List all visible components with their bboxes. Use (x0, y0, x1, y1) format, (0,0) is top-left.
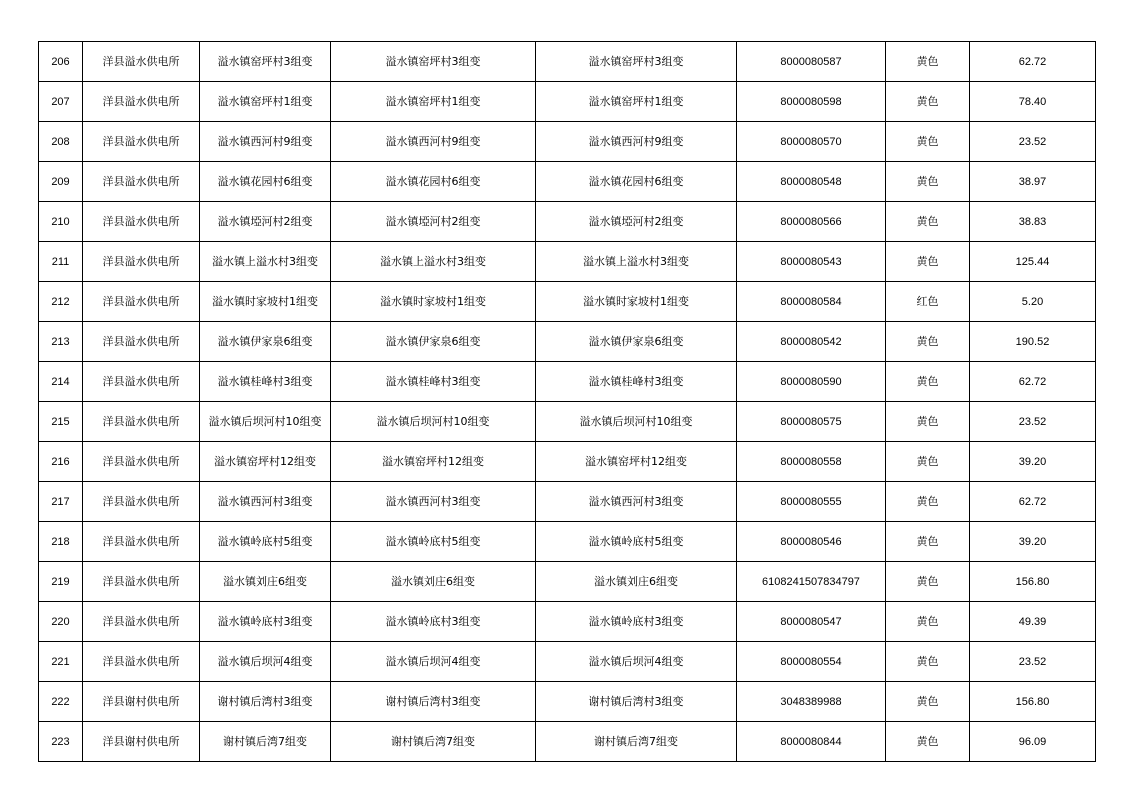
table-row (39, 682, 1096, 722)
supply-station-cell: 洋县溢水供电所 (83, 162, 200, 202)
area-name-cell: 溢水镇岭底村3组变 (536, 602, 737, 642)
value-cell: 62.72 (970, 362, 1096, 402)
table-body (39, 42, 1096, 762)
supply-station-cell: 洋县溢水供电所 (83, 442, 200, 482)
line-name-cell: 溢水镇后坝河4组变 (331, 642, 536, 682)
table-row (39, 442, 1096, 482)
line-name-cell: 谢村镇后湾村3组变 (331, 682, 536, 722)
transformer-name-cell: 溢水镇西河村9组变 (200, 122, 331, 162)
area-name-cell: 溢水镇埡河村2组变 (536, 202, 737, 242)
value-cell: 156.80 (970, 562, 1096, 602)
asset-code-cell: 8000080554 (737, 642, 886, 682)
warning-level-cell: 黄色 (886, 362, 970, 402)
line-name-cell: 溢水镇岭底村5组变 (331, 522, 536, 562)
line-name-cell: 溢水镇窑坪村1组变 (331, 82, 536, 122)
value-cell: 156.80 (970, 682, 1096, 722)
asset-code-cell: 8000080575 (737, 402, 886, 442)
row-number-cell: 213 (39, 322, 83, 362)
transformer-name-cell: 溢水镇桂峰村3组变 (200, 362, 331, 402)
table-row (39, 42, 1096, 82)
line-name-cell: 溢水镇花园村6组变 (331, 162, 536, 202)
table-row (39, 402, 1096, 442)
line-name-cell: 溢水镇刘庄6组变 (331, 562, 536, 602)
value-cell: 49.39 (970, 602, 1096, 642)
warning-level-cell: 黄色 (886, 682, 970, 722)
asset-code-cell: 8000080590 (737, 362, 886, 402)
asset-code-cell: 8000080598 (737, 82, 886, 122)
value-cell: 38.97 (970, 162, 1096, 202)
supply-station-cell: 洋县溢水供电所 (83, 82, 200, 122)
transformer-name-cell: 溢水镇窑坪村1组变 (200, 82, 331, 122)
table-row (39, 522, 1096, 562)
area-name-cell: 溢水镇花园村6组变 (536, 162, 737, 202)
table-row (39, 362, 1096, 402)
area-name-cell: 溢水镇时家坡村1组变 (536, 282, 737, 322)
warning-level-cell: 红色 (886, 282, 970, 322)
table-row (39, 202, 1096, 242)
warning-level-cell: 黄色 (886, 122, 970, 162)
asset-code-cell: 8000080542 (737, 322, 886, 362)
asset-code-cell: 8000080558 (737, 442, 886, 482)
area-name-cell: 谢村镇后湾村3组变 (536, 682, 737, 722)
value-cell: 38.83 (970, 202, 1096, 242)
warning-level-cell: 黄色 (886, 42, 970, 82)
transformer-name-cell: 溢水镇窑坪村3组变 (200, 42, 331, 82)
asset-code-cell: 8000080587 (737, 42, 886, 82)
row-number-cell: 218 (39, 522, 83, 562)
line-name-cell: 溢水镇西河村3组变 (331, 482, 536, 522)
table-row (39, 282, 1096, 322)
warning-level-cell: 黄色 (886, 522, 970, 562)
line-name-cell: 溢水镇伊家泉6组变 (331, 322, 536, 362)
transformer-name-cell: 溢水镇埡河村2组变 (200, 202, 331, 242)
asset-code-cell: 8000080546 (737, 522, 886, 562)
line-name-cell: 溢水镇桂峰村3组变 (331, 362, 536, 402)
row-number-cell: 216 (39, 442, 83, 482)
row-number-cell: 207 (39, 82, 83, 122)
warning-level-cell: 黄色 (886, 402, 970, 442)
area-name-cell: 溢水镇桂峰村3组变 (536, 362, 737, 402)
line-name-cell: 溢水镇上溢水村3组变 (331, 242, 536, 282)
transformer-name-cell: 溢水镇窑坪村12组变 (200, 442, 331, 482)
row-number-cell: 222 (39, 682, 83, 722)
transformer-name-cell: 溢水镇西河村3组变 (200, 482, 331, 522)
value-cell: 23.52 (970, 642, 1096, 682)
row-number-cell: 210 (39, 202, 83, 242)
warning-level-cell: 黄色 (886, 642, 970, 682)
value-cell: 62.72 (970, 482, 1096, 522)
supply-station-cell: 洋县谢村供电所 (83, 722, 200, 762)
transformer-name-cell: 谢村镇后湾7组变 (200, 722, 331, 762)
area-name-cell: 溢水镇西河村3组变 (536, 482, 737, 522)
warning-level-cell: 黄色 (886, 722, 970, 762)
line-name-cell: 谢村镇后湾7组变 (331, 722, 536, 762)
supply-station-cell: 洋县溢水供电所 (83, 322, 200, 362)
row-number-cell: 215 (39, 402, 83, 442)
supply-station-cell: 洋县溢水供电所 (83, 42, 200, 82)
warning-level-cell: 黄色 (886, 242, 970, 282)
warning-level-cell: 黄色 (886, 442, 970, 482)
value-cell: 23.52 (970, 122, 1096, 162)
transformer-name-cell: 溢水镇岭底村3组变 (200, 602, 331, 642)
warning-level-cell: 黄色 (886, 562, 970, 602)
transformer-name-cell: 溢水镇花园村6组变 (200, 162, 331, 202)
area-name-cell: 溢水镇岭底村5组变 (536, 522, 737, 562)
row-number-cell: 208 (39, 122, 83, 162)
line-name-cell: 溢水镇埡河村2组变 (331, 202, 536, 242)
supply-station-cell: 洋县溢水供电所 (83, 242, 200, 282)
asset-code-cell: 8000080555 (737, 482, 886, 522)
asset-code-cell: 8000080548 (737, 162, 886, 202)
transformer-name-cell: 溢水镇时家坡村1组变 (200, 282, 331, 322)
table-row (39, 722, 1096, 762)
warning-level-cell: 黄色 (886, 602, 970, 642)
transformer-name-cell: 溢水镇伊家泉6组变 (200, 322, 331, 362)
asset-code-cell: 6108241507834797 (737, 562, 886, 602)
row-number-cell: 219 (39, 562, 83, 602)
supply-station-cell: 洋县溢水供电所 (83, 122, 200, 162)
asset-code-cell: 8000080547 (737, 602, 886, 642)
line-name-cell: 溢水镇岭底村3组变 (331, 602, 536, 642)
value-cell: 5.20 (970, 282, 1096, 322)
asset-code-cell: 8000080584 (737, 282, 886, 322)
transformer-name-cell: 溢水镇上溢水村3组变 (200, 242, 331, 282)
table-row (39, 322, 1096, 362)
value-cell: 190.52 (970, 322, 1096, 362)
asset-code-cell: 8000080543 (737, 242, 886, 282)
row-number-cell: 221 (39, 642, 83, 682)
transformer-name-cell: 溢水镇刘庄6组变 (200, 562, 331, 602)
table-row (39, 562, 1096, 602)
warning-level-cell: 黄色 (886, 202, 970, 242)
area-name-cell: 溢水镇西河村9组变 (536, 122, 737, 162)
line-name-cell: 溢水镇窑坪村12组变 (331, 442, 536, 482)
transformer-name-cell: 溢水镇后坝河4组变 (200, 642, 331, 682)
row-number-cell: 214 (39, 362, 83, 402)
table-row (39, 242, 1096, 282)
area-name-cell: 溢水镇窑坪村12组变 (536, 442, 737, 482)
area-name-cell: 溢水镇刘庄6组变 (536, 562, 737, 602)
area-name-cell: 谢村镇后湾7组变 (536, 722, 737, 762)
table-row (39, 162, 1096, 202)
asset-code-cell: 8000080570 (737, 122, 886, 162)
line-name-cell: 溢水镇窑坪村3组变 (331, 42, 536, 82)
row-number-cell: 223 (39, 722, 83, 762)
supply-station-cell: 洋县谢村供电所 (83, 682, 200, 722)
area-name-cell: 溢水镇上溢水村3组变 (536, 242, 737, 282)
asset-code-cell: 3048389988 (737, 682, 886, 722)
table-row (39, 642, 1096, 682)
value-cell: 39.20 (970, 522, 1096, 562)
value-cell: 125.44 (970, 242, 1096, 282)
value-cell: 62.72 (970, 42, 1096, 82)
row-number-cell: 217 (39, 482, 83, 522)
line-name-cell: 溢水镇西河村9组变 (331, 122, 536, 162)
transformer-name-cell: 溢水镇岭底村5组变 (200, 522, 331, 562)
area-name-cell: 溢水镇后坝河村10组变 (536, 402, 737, 442)
area-name-cell: 溢水镇窑坪村3组变 (536, 42, 737, 82)
supply-station-cell: 洋县溢水供电所 (83, 402, 200, 442)
transformer-name-cell: 谢村镇后湾村3组变 (200, 682, 331, 722)
asset-code-cell: 8000080566 (737, 202, 886, 242)
supply-station-cell: 洋县溢水供电所 (83, 362, 200, 402)
asset-code-cell: 8000080844 (737, 722, 886, 762)
supply-station-cell: 洋县溢水供电所 (83, 282, 200, 322)
row-number-cell: 206 (39, 42, 83, 82)
supply-station-cell: 洋县溢水供电所 (83, 602, 200, 642)
supply-station-cell: 洋县溢水供电所 (83, 202, 200, 242)
warning-level-cell: 黄色 (886, 322, 970, 362)
area-name-cell: 溢水镇窑坪村1组变 (536, 82, 737, 122)
data-table (38, 41, 1096, 762)
supply-station-cell: 洋县溢水供电所 (83, 482, 200, 522)
line-name-cell: 溢水镇后坝河村10组变 (331, 402, 536, 442)
warning-level-cell: 黄色 (886, 482, 970, 522)
value-cell: 96.09 (970, 722, 1096, 762)
table-row (39, 482, 1096, 522)
table-row (39, 602, 1096, 642)
value-cell: 39.20 (970, 442, 1096, 482)
transformer-name-cell: 溢水镇后坝河村10组变 (200, 402, 331, 442)
warning-level-cell: 黄色 (886, 162, 970, 202)
area-name-cell: 溢水镇伊家泉6组变 (536, 322, 737, 362)
line-name-cell: 溢水镇时家坡村1组变 (331, 282, 536, 322)
supply-station-cell: 洋县溢水供电所 (83, 642, 200, 682)
table-row (39, 82, 1096, 122)
value-cell: 78.40 (970, 82, 1096, 122)
row-number-cell: 212 (39, 282, 83, 322)
supply-station-cell: 洋县溢水供电所 (83, 562, 200, 602)
row-number-cell: 211 (39, 242, 83, 282)
row-number-cell: 220 (39, 602, 83, 642)
row-number-cell: 209 (39, 162, 83, 202)
value-cell: 23.52 (970, 402, 1096, 442)
area-name-cell: 溢水镇后坝河4组变 (536, 642, 737, 682)
table-row (39, 122, 1096, 162)
warning-level-cell: 黄色 (886, 82, 970, 122)
supply-station-cell: 洋县溢水供电所 (83, 522, 200, 562)
